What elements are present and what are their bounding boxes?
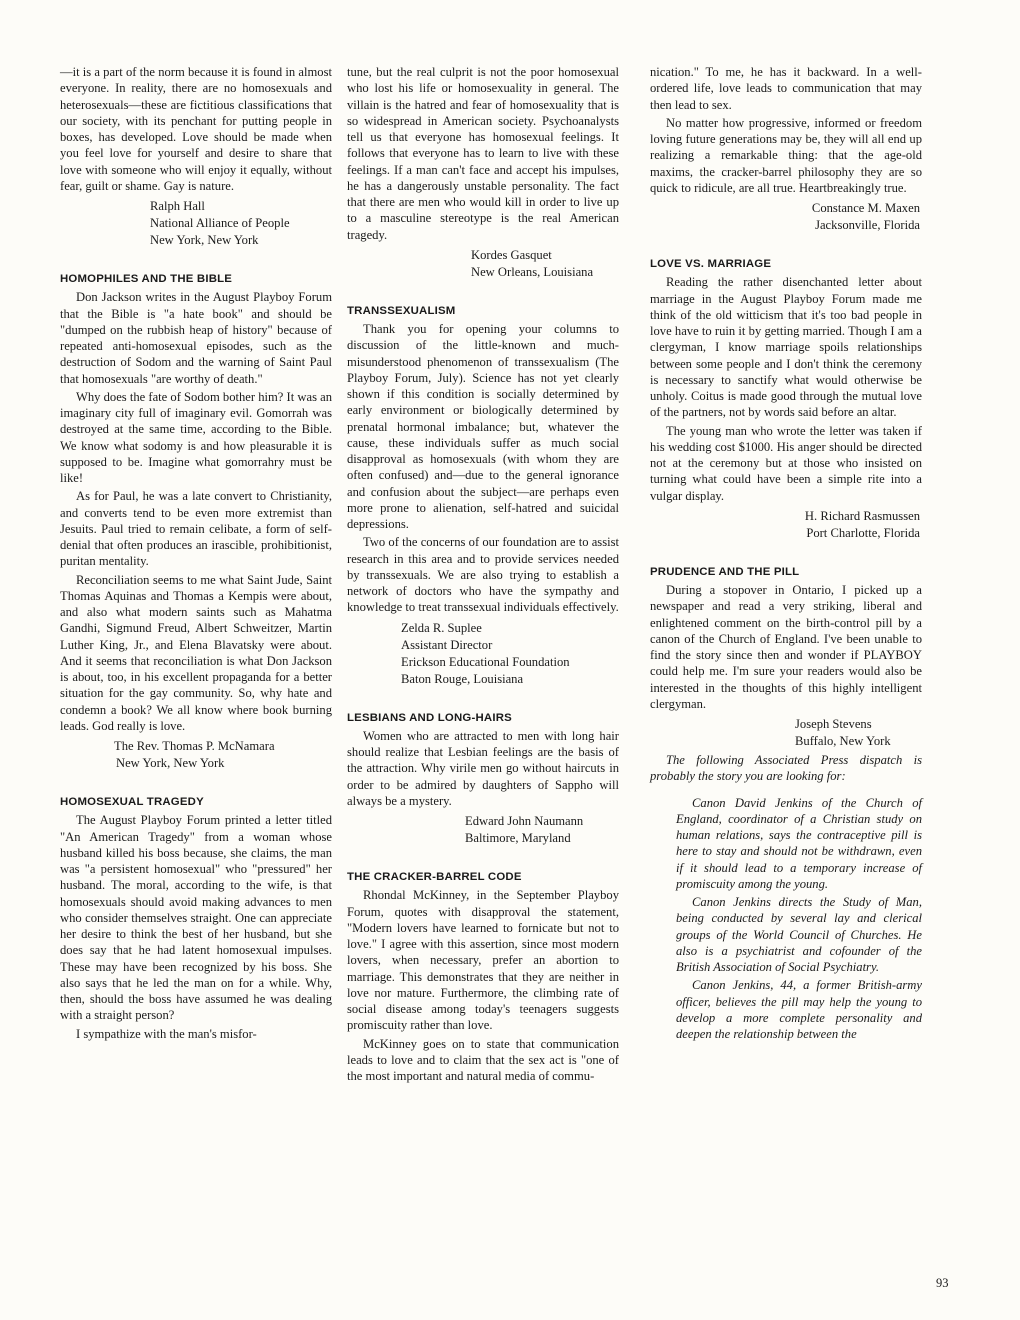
signature-name: Ralph Hall (150, 199, 205, 213)
column-1 (60, 64, 332, 1042)
letter-signature (650, 508, 922, 542)
signature-name: Constance M. Maxen (811, 201, 920, 215)
signature-name: Zelda R. Suplee (401, 620, 482, 635)
wire-dispatch-quote (650, 795, 922, 1043)
quote-paragraph: Canon Jenkins directs the Study of Man, being conducted by several lay and clerical groups of the World Council of Churches. He also is a psychiatrist and cofounder of the British Association of Social Psychiatry. (676, 895, 922, 974)
letter-paragraph: The August Playboy Forum printed a letter titled "An American Tragedy" from a woman whose husband killed his boss because, she claims, the man was "a persistent homosexual" who "pressured" her husband. The moral, according to the wife, is that homosexuals should avoid making advances to men who consider themselves straight. One can appreciate her desire to think the best of her husband, but she does say that he had latent homosexual impulses. These may have been recognized by his boss. She also says that he led the man on for a while. Why, then, should the boss have assumed he was dealing with a straight person? (60, 813, 332, 1023)
letter-paragraph: No matter how progressive, informed or freedom loving future generations may be, they will all end up realizing a remarkable thing: that the age-old maxims, the cracker-barrel philosophy they are so quick to ridicule, are all true. Heartbreakingly true. (650, 115, 922, 195)
section-heading: LESBIANS AND LONG-HAIRS (347, 711, 512, 724)
letter-paragraph: Thank you for opening your columns to discussion of the little-known and much-misunderstood phenomenon of transsexualism (The Playboy Forum, July). Science has not yet clearly shown if this condition is socially determined by early environment or biologically determined by prenatal hormonal imbalance; but, whatever the cause, these individuals suffer as much social disapproval as homosexuals (with whom they are often confused) and—due to the general ignorance and confusion about the subject—are perhaps even more prone to alienation, self-hatred and suicidal depressions. (347, 322, 619, 531)
signature-place: New York, New York (150, 233, 259, 247)
signature-place: New Orleans, Louisiana (471, 264, 594, 279)
column-2 (347, 64, 619, 1084)
section-heading: LOVE VS. MARRIAGE (650, 258, 772, 270)
signature-place: Buffalo, New York (795, 734, 891, 748)
letter-signature (347, 620, 619, 688)
signature-title: Assistant Director (401, 637, 493, 652)
page-number: 93 (936, 1276, 949, 1290)
quote-paragraph: Canon Jenkins, 44, a former British-army officer, believes the pill may help the young to develop a more complete personality and deepen the relationship between the (676, 978, 922, 1041)
signature-place: Jacksonville, Florida (815, 218, 920, 232)
section-heading: PRUDENCE AND THE PILL (650, 565, 800, 578)
column-3 (650, 64, 922, 1042)
letter-paragraph: Two of the concerns of our foundation are to assist research in this area and to provide services needed by transsexuals. We are also trying to establish a network of doctors who have the sympathy and knowledge to treat transsexual individuals effectively. (347, 535, 619, 615)
signature-name: Kordes Gasquet (471, 247, 552, 262)
section-heading: HOMOPHILES AND THE BIBLE (60, 273, 233, 285)
signature-place: Baltimore, Maryland (465, 831, 571, 845)
letter-paragraph: McKinney goes on to state that communication leads to love and to claim that the sex act is "one of the most important and natural media of commu- (347, 1036, 619, 1083)
letter-paragraph: As for Paul, he was a late convert to Christianity, and converts tend to be even more extremist than Jesuits. Paul tried to remain celibate, a form of self-denial that often produces an irascible, prohibitionist, puritan mentality. (60, 489, 332, 569)
section-heading: THE CRACKER-BARREL CODE (347, 871, 522, 883)
letter-signature (650, 200, 922, 234)
signature-name: Joseph Stevens (795, 717, 872, 731)
letter-signature (347, 813, 619, 847)
section-heading: TRANSSEXUALISM (347, 304, 456, 317)
signature-place: New York, New York (116, 756, 225, 770)
letter-paragraph: During a stopover in Ontario, I picked up a newspaper and read a very striking, liberal and enlightened comment on the birth-control pill by a canon of the Church of England. I've been unable to find the story since then and wonder if PLAYBOY could help me. I'm sure your readers would also be interested in the thoughts of this highly intelligent clergyman. (650, 583, 922, 711)
signature-org: Erickson Educational Foundation (401, 654, 570, 669)
letter-paragraph: tune, but the real culprit is not the poor homosexual who lost his life or homosexuality in general. The villain is the hatred and fear of homosexuality that is so widespread in American society. Psychoanalysts tell us that everyone has homosexual feelings. It follows that everyone has to learn to live with these feelings. If a man can't face and accept his impulses, he has a dangerously unstable personality. The fact that there are men who would kill in order to live up to a masculine stereotype is the real American tragedy. (347, 65, 619, 242)
letter-paragraph: Don Jackson writes in the August Playboy Forum that the Bible is "a hate book" and should be "dumped on the rubbish heap of history" because of repeated anti-homosexual episodes, such as the destruction of Sodom and the warning of Saint Paul that homosexuals "are worthy of death." (60, 290, 332, 386)
editor-note: The following Associated Press dispatch is probably the story you are looking for: (650, 753, 922, 784)
letter-paragraph: Women who are attracted to men with long hair should realize that Lesbian feelings are the basis of the attraction. Why virile men go without haircuts in order to be admired by daughters of Sappho will always be a mystery. (347, 728, 619, 808)
letter-paragraph: Reading the rather disenchanted letter about marriage in the August Playboy Forum made me think of the old witticism that it's too bad people in love have to ruin it by getting married. Though I am a clergyman, I know marriage spoils relationships between some people and I don't think the ceremony is necessary to sanctify what would otherwise be unholy. Coitus is made good through the mutual love of the partners, not by words said before an altar. (650, 275, 922, 420)
signature-place: Baton Rouge, Louisiana (401, 671, 524, 686)
letter-paragraph: Rhondal McKinney, in the September Playboy Forum, quotes with disapproval the statement, "Modern lovers have learned to fornicate but not to love." I agree with this assertion, since most modern lovers, when necessary, prefer an abortion to marriage. This demonstrates that they are neither in love nor mature. Furthermore, the climbing rate of social disease among today's teenagers suggests promiscuity rather than love. (347, 888, 619, 1033)
letter-signature (60, 198, 332, 249)
letter-paragraph: nication." To me, he has it backward. In a well-ordered life, love leads to communication that may then lead to sex. (650, 65, 922, 112)
signature-org: National Alliance of People (150, 216, 290, 230)
letter-paragraph: Why does the fate of Sodom bother him? It was an imaginary city full of imaginary evil. Gomorrah was destroyed at the same time, according to the Bible. We know what sodomy is and how pleasurable it is supposed to be. Imagine what gomorrahry must be like! (60, 389, 333, 485)
letter-paragraph: —it is a part of the norm because it is found in almost everyone. In reality, there are no homosexuals and heterosexuals—these are fictitious classifications that our society, with its penchant for putting people in boxes, has developed. Love should be made when you feel love for yourself and desire to share that love with someone who will enjoy it equally, without fear, guilt or shame. Gay is nature. (60, 65, 332, 193)
signature-name: The Rev. Thomas P. McNamara (114, 739, 275, 753)
letter-signature (60, 738, 332, 772)
letter-paragraph: Reconciliation seems to me what Saint Jude, Saint Thomas Aquinas and Thomas a Kempis were about, and also what modern saints such as Mahatma Gandhi, Sigmund Freud, Albert Schweitzer, Martin Luther King, Jr., and Elena Blavatsky were about. And it seems that reconciliation is what Don Jackson is about, too, in his excellent propaganda for a better situation for the gay community. So, why hate and condemn a book? We all know where book burning leads. God really is love. (60, 572, 332, 733)
signature-name: H. Richard Rasmussen (804, 508, 920, 523)
section-heading: HOMOSEXUAL TRAGEDY (60, 796, 204, 808)
letter-paragraph: The young man who wrote the letter was taken if his wedding cost $1000. His anger should be directed not at the ceremony but at those who insisted on turning what could have been a simple rite into a vulgar display. (650, 423, 922, 503)
signature-name: Edward John Naumann (465, 814, 584, 828)
quote-paragraph: Canon David Jenkins of the Church of England, coordinator of a Christian study on human relations, says the contraceptive pill is here to stay and should not be withdrawn, even if it should lead to a temporary increase of promiscuity among the young. (676, 795, 922, 891)
letter-signature (650, 716, 922, 750)
letter-paragraph: I sympathize with the man's misfor- (76, 1026, 257, 1041)
letter-signature (347, 247, 619, 281)
signature-place: Port Charlotte, Florida (806, 525, 920, 540)
